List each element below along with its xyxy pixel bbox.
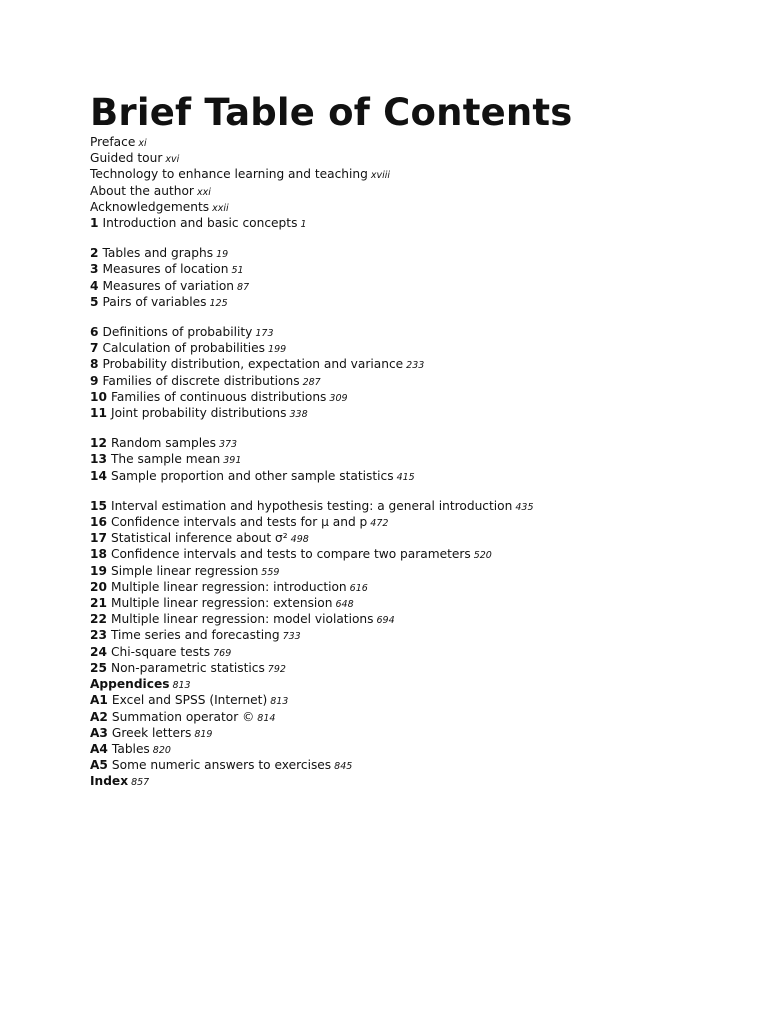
toc-entry-appendix[interactable]: A4 Tables 820 (90, 741, 171, 756)
toc-entry-index[interactable]: Index 857 (90, 774, 150, 789)
toc-entry-chapter[interactable]: 24 Chi-square tests 769 (90, 644, 232, 659)
toc-entry-chapter[interactable]: 6 Definitions of probability 173 (90, 325, 274, 340)
section-gap (90, 311, 730, 325)
toc-entry-chapter[interactable]: 9 Families of discrete distributions 287 (90, 373, 321, 388)
toc-entry-chapter[interactable]: 23 Time series and forecasting 733 (90, 628, 301, 643)
chapter-group-3 (90, 325, 730, 422)
chapter-group-1 (90, 216, 730, 232)
toc-entry-appendices[interactable]: Appendices 813 (90, 677, 191, 692)
toc-entry-chapter[interactable]: 2 Tables and graphs 19 (90, 246, 229, 261)
toc-entry-chapter[interactable]: 13 The sample mean 391 (90, 452, 242, 467)
toc-entry-chapter[interactable]: 10 Families of continuous distributions 309 (90, 389, 348, 404)
toc-entry-chapter[interactable]: 7 Calculation of probabilities 199 (90, 341, 287, 356)
section-gap (90, 422, 730, 436)
toc-entry-chapter[interactable]: 1 Introduction and basic concepts 1 (90, 216, 307, 231)
toc-entry-chapter[interactable]: 25 Non-parametric statistics 792 (90, 660, 286, 675)
toc-entry-chapter[interactable]: 17 Statistical inference about σ² 498 (90, 531, 309, 546)
toc-entry-technology[interactable]: Technology to enhance learning and teaching xviii (90, 167, 391, 182)
toc-entry-chapter[interactable]: 14 Sample proportion and other sample statistics 415 (90, 468, 415, 483)
toc-entry-appendix[interactable]: A1 Excel and SPSS (Internet) 813 (90, 693, 289, 708)
appendix-list (90, 693, 730, 774)
chapter-group-4 (90, 436, 730, 485)
toc-entry-chapter[interactable]: 19 Simple linear regression 559 (90, 563, 280, 578)
toc-entry-chapter[interactable]: 3 Measures of location 51 (90, 262, 244, 277)
toc-entry-appendix[interactable]: A2 Summation operator © 814 (90, 709, 276, 724)
toc-entry-appendix[interactable]: A5 Some numeric answers to exercises 845 (90, 758, 353, 773)
section-gap (90, 485, 730, 499)
chapter-group-2 (90, 246, 730, 311)
toc-entry-chapter[interactable]: 21 Multiple linear regression: extension 648 (90, 596, 354, 611)
toc-entry-preface[interactable]: Preface xi (90, 135, 147, 149)
toc-entry-chapter[interactable]: 12 Random samples 373 (90, 436, 238, 451)
toc-entry-chapter[interactable]: 18 Confidence intervals and tests to compare two parameters 520 (90, 547, 492, 562)
toc-page (90, 92, 730, 791)
toc-entry-chapter[interactable]: 20 Multiple linear regression: introduction 616 (90, 579, 368, 594)
toc-entry-appendix[interactable]: A3 Greek letters 819 (90, 725, 213, 740)
toc-entry-chapter[interactable]: 22 Multiple linear regression: model violations 694 (90, 612, 395, 627)
toc-entry-chapter[interactable]: 4 Measures of variation 87 (90, 278, 250, 293)
page-title: Brief Table of Contents (90, 91, 573, 134)
toc-entry-chapter[interactable]: 5 Pairs of variables 125 (90, 294, 228, 309)
toc-entry-chapter[interactable]: 15 Interval estimation and hypothesis testing: a general introduction 435 (90, 498, 534, 513)
toc-entry-guided-tour[interactable]: Guided tour xvi (90, 151, 180, 166)
chapter-group-5 (90, 499, 730, 677)
section-gap (90, 232, 730, 246)
toc-entry-acknowledgements[interactable]: Acknowledgements xxii (90, 199, 229, 214)
toc-entry-chapter[interactable]: 11 Joint probability distributions 338 (90, 406, 308, 421)
toc-entry-about-author[interactable]: About the author xxi (90, 183, 211, 198)
toc-entry-chapter[interactable]: 16 Confidence intervals and tests for μ and p 472 (90, 515, 389, 530)
toc-entry-chapter[interactable]: 8 Probability distribution, expectation and variance 233 (90, 357, 425, 372)
front-matter-list (90, 135, 730, 216)
